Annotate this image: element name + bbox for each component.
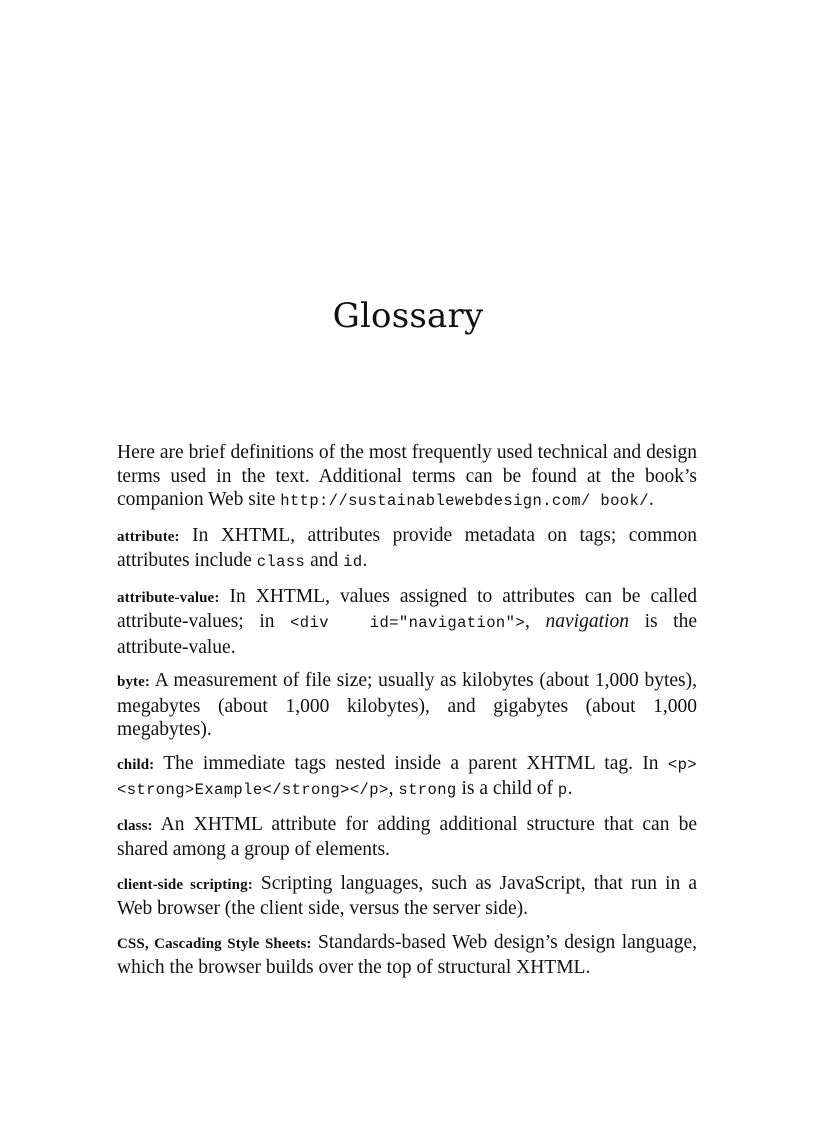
definition-text: . (362, 550, 368, 571)
definition-text: and (305, 550, 344, 571)
code-sample: id (343, 553, 363, 571)
glossary-term: client-side scripting: (117, 876, 253, 893)
definition-text: is the attribute-value. (117, 611, 698, 658)
code-sample: strong (398, 781, 457, 799)
glossary-entry-css (117, 931, 697, 980)
code-sample: p (557, 781, 568, 799)
code-sample: <p><strong>Example</strong></p> (117, 755, 697, 799)
glossary-content (117, 441, 697, 990)
definition-text: In XHTML, attributes provide metadata on tags; common attributes include (117, 524, 697, 571)
definition-text: In XHTML, values assigned to attributes can be called attribute-values; in (117, 585, 697, 632)
definition-text: , (388, 778, 399, 799)
glossary-term: class: (117, 817, 153, 834)
glossary-entry-byte (117, 669, 697, 742)
intro-paragraph (117, 441, 697, 514)
glossary-entry-child (117, 752, 697, 803)
companion-site-url: http://sustainablewebdesign.com/ book/ (280, 492, 649, 510)
definition-text: , (525, 611, 546, 632)
glossary-entry-client-side-scripting (117, 872, 697, 921)
page-title: Glossary (332, 296, 484, 336)
definition-text: Scripting languages, such as JavaScript, that run in a Web browser (the client side, versus the server side). (117, 872, 697, 919)
glossary-term: CSS, Cascading Style Sheets: (117, 935, 312, 952)
code-sample: class (256, 553, 306, 571)
definition-text: . (567, 778, 573, 799)
glossary-term: attribute: (117, 528, 180, 545)
definition-text: The immediate tags nested inside a parent XHTML tag. In (154, 752, 668, 774)
glossary-term: attribute-value: (117, 589, 220, 606)
emphasized-text: navigation (545, 611, 629, 632)
intro-text: Here are brief definitions of the most frequently used technical and design terms used in the text. Additional terms can be found at the book’s companion Web site (117, 442, 697, 510)
definition-text: A measurement of file size; usually as kilobytes (about 1,000 bytes), megabytes (about 1,000 kilobytes), and gigabytes (about 1,000 megabytes). (117, 670, 697, 740)
glossary-entry-attribute-value (117, 585, 697, 660)
definition-text: An XHTML attribute for adding additional structure that can be shared among a group of elements. (117, 813, 697, 860)
glossary-entry-attribute (117, 524, 697, 575)
definition-text: Standards-based Web design’s design language, which the browser builds over the top of structural XHTML. (117, 931, 697, 978)
glossary-entry-class (117, 813, 697, 862)
definition-text: is a child of (456, 778, 558, 799)
glossary-term: child: (117, 756, 155, 773)
intro-text-end: . (648, 489, 654, 510)
code-sample: <div id="navigation"> (290, 614, 526, 632)
glossary-term: byte: (117, 674, 150, 690)
